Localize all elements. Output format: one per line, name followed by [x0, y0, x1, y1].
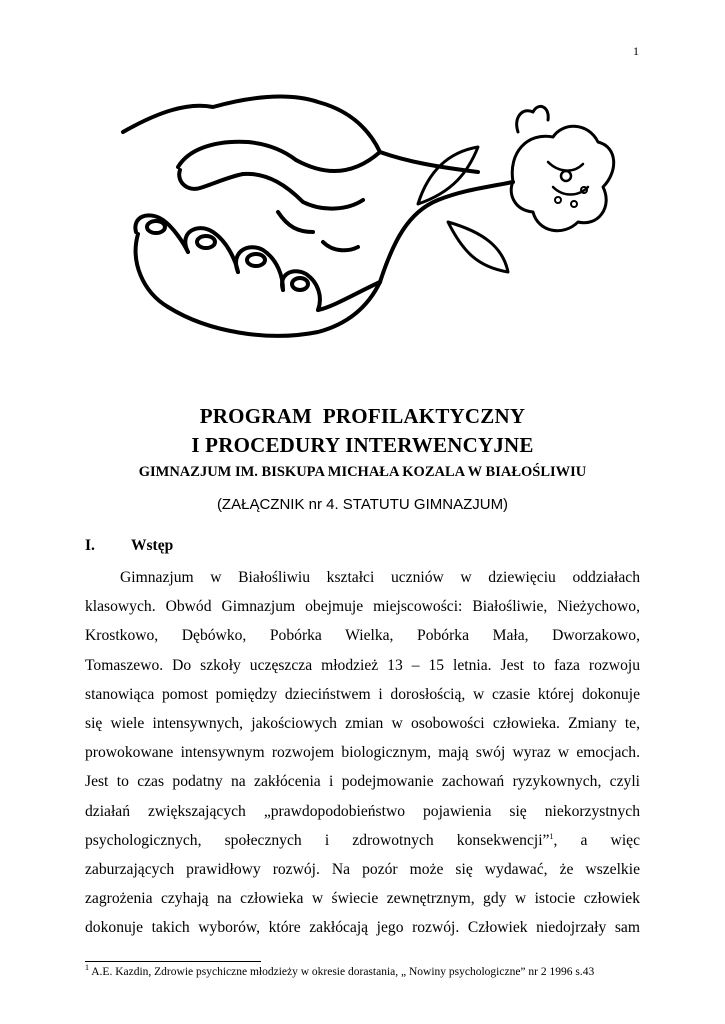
- footnote-text: A.E. Kazdin, Zdrowie psychiczne młodzieży w okresie dorastania, „ Nowiny psychologiczne” nr 2 1996 s.43: [89, 966, 595, 978]
- footnote-reference[interactable]: 1: [549, 831, 554, 841]
- paragraph-line: klasowych. Obwód Gimnazjum obejmuje miejscowości: Białośliwie, Nieżychowo,: [85, 598, 640, 616]
- paragraph-line: prowokowane intensywnym rozwojem biologicznym, mają swój wyraz w emocjach.: [85, 744, 640, 762]
- section-number: I.: [85, 537, 95, 554]
- document-title-line2: I PROCEDURY INTERWENCYJNE: [191, 433, 534, 457]
- intro-paragraph: [85, 568, 640, 947]
- document-title-line1: PROGRAM PROFILAKTYCZNY: [199, 404, 526, 428]
- paragraph-line: dokonuje takich wyborów, które zakłócają jego rozwój. Człowiek niedojrzały sam: [85, 919, 640, 937]
- paragraph-line-text: psychologicznych, społecznych i zdrowotnych konsekwencji”: [85, 831, 550, 849]
- footnote-marker: 1: [85, 963, 89, 973]
- section-title: Wstęp: [131, 537, 174, 554]
- paragraph-line: się wiele intensywnych, jakościowych zmian w osobowości człowieka. Zmiany te,: [85, 714, 640, 732]
- paragraph-line: stanowiąca pomost pomiędzy dzieciństwem i dorosłością, w czasie której dokonuje: [85, 685, 640, 703]
- paragraph-line: działań zwiększających „prawdopodobieństwo pojawienia się niekorzystnych: [85, 802, 640, 820]
- footnote-divider: [85, 961, 261, 962]
- paragraph-line: zaburzających prawidłowy rozwój. Na pozór może się wydawać, że wszelkie: [85, 860, 640, 878]
- footnote: [85, 963, 595, 978]
- paragraph-line: Gimnazjum w Białośliwiu kształci uczniów w dziewięciu oddziałach: [120, 569, 640, 586]
- paragraph-line-tail: , a więc: [553, 831, 640, 849]
- page-number: 1: [633, 44, 639, 58]
- annex-label: (ZAŁĄCZNIK nr 4. STATUTU GIMNAZJUM): [216, 496, 509, 513]
- paragraph-line: Krostkowo, Dębówko, Pobórka Wielka, Pobórka Mała, Dworzakowo,: [85, 627, 640, 645]
- paragraph-line-with-footnote: [85, 831, 640, 860]
- handshake-flower-illustration: [118, 92, 618, 362]
- school-name: GIMNAZJUM IM. BISKUPA MICHAŁA KOZALA W BIAŁOŚLIWIU: [138, 464, 587, 480]
- paragraph-line: Jest to czas podatny na zakłócenia i podejmowanie zachowań ryzykownych, czyli: [85, 773, 640, 791]
- paragraph-line: Tomaszewo. Do szkoły uczęszcza młodzież 13 – 15 letnia. Jest to faza rozwoju: [85, 656, 640, 674]
- paragraph-line: zagrożenia czyhają na człowieka w świecie zewnętrznym, gdy w istocie człowiek: [85, 890, 640, 908]
